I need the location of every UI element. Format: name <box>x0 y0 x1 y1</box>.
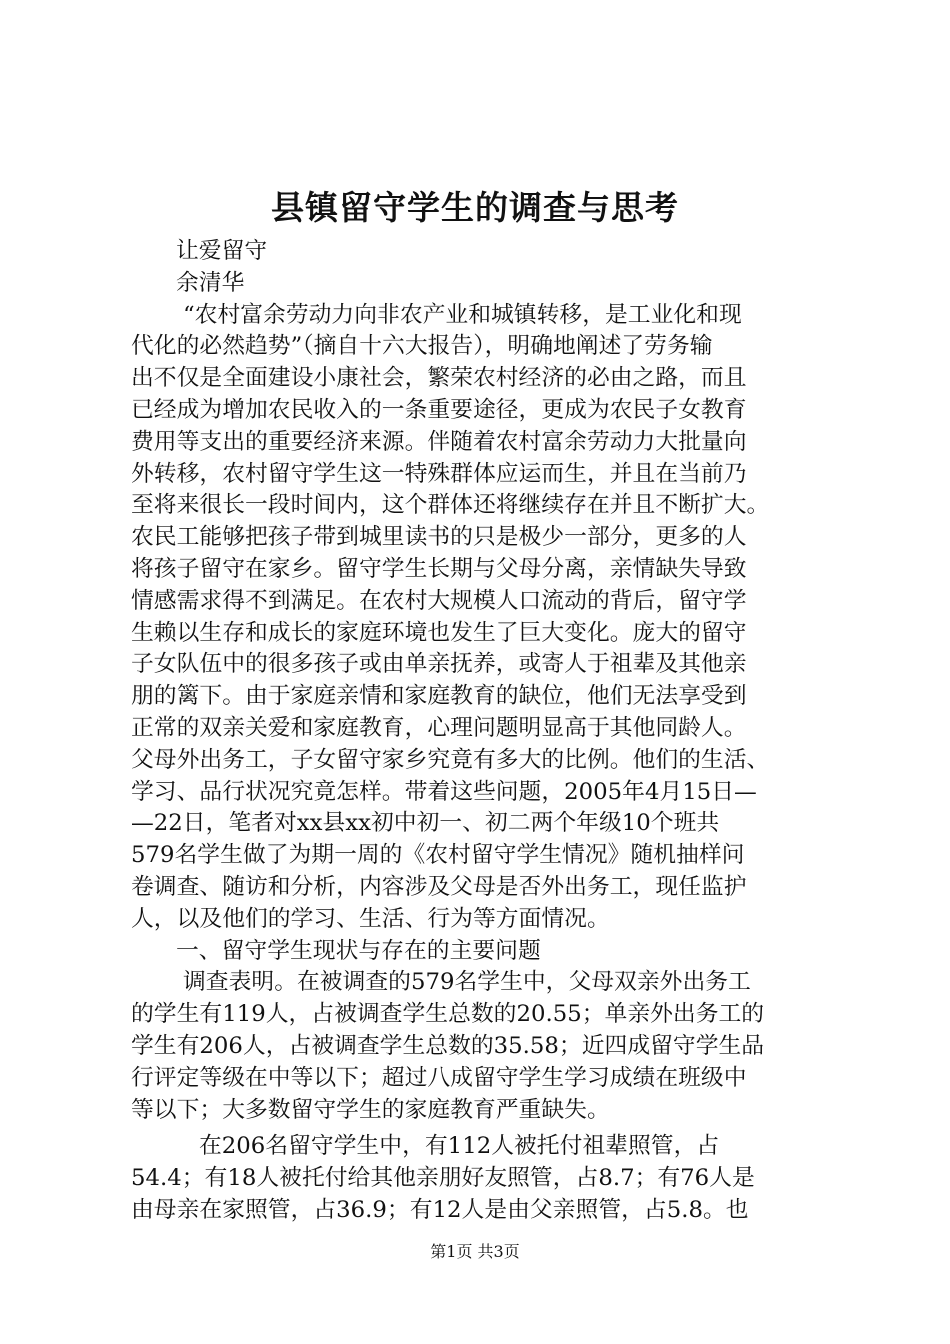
paragraph-line: 的学生有119人，占被调查学生总数的20.55；单亲外出务工的 <box>131 1001 765 1028</box>
paragraph-line: 父母外出务工，子女留守家乡究竟有多大的比例。他们的生活、 <box>131 746 770 773</box>
paragraph-line: 出不仅是全面建设小康社会，繁荣农村经济的必由之路，而且 <box>131 365 747 392</box>
paragraph-3 <box>131 1131 831 1226</box>
paragraph-line: 将孩子留守在家乡。留守学生长期与父母分离，亲情缺失导致 <box>131 555 747 582</box>
paragraph-line: 等以下；大多数留守学生的家庭教育严重缺失。 <box>131 1096 610 1123</box>
paragraph-line: —22日，笔者对xx县xx初中初一、初二两个年级10个班共 <box>131 810 720 837</box>
subtitle: 让爱留守 <box>176 238 268 264</box>
paragraph-line: 卷调查、随访和分析，内容涉及父母是否外出务工，现任监护 <box>131 873 747 900</box>
paragraph-line: 子女队伍中的很多孩子或由单亲抚养，或寄人于祖辈及其他亲 <box>131 651 747 678</box>
paragraph-2 <box>131 967 831 1126</box>
paragraph-line: 情感需求得不到满足。在农村大规模人口流动的背后，留守学 <box>131 587 747 614</box>
paragraph-line: 行评定等级在中等以下；超过八成留守学生学习成绩在班级中 <box>131 1064 747 1091</box>
paragraph-line: “农村富余劳动力向非农产业和城镇转移，是工业化和现 <box>183 301 742 328</box>
section-heading: 一、留守学生现状与存在的主要问题 <box>176 937 541 964</box>
paragraph-line: 在206名留守学生中，有112人被托付祖辈照管，占 <box>199 1133 720 1160</box>
paragraph-line: 正常的双亲关爱和家庭教育，心理问题明显高于其他同龄人。 <box>131 714 747 741</box>
document-body <box>131 236 831 1227</box>
paragraph-line: 学生有206人，占被调查学生总数的35.58；近四成留守学生品 <box>131 1032 765 1059</box>
paragraph-line: 农民工能够把孩子带到城里读书的只是极少一部分，更多的人 <box>131 524 747 551</box>
paragraph-line: 579名学生做了为期一周的《农村留守学生情况》随机抽样问 <box>131 842 745 869</box>
document-title: 县镇留守学生的调查与思考 <box>271 188 679 227</box>
paragraph-line: 费用等支出的重要经济来源。伴随着农村富余劳动力大批量向 <box>131 428 747 455</box>
paragraph-line: 生赖以生存和成长的家庭环境也发生了巨大变化。庞大的留守 <box>131 619 747 646</box>
paragraph-1 <box>131 300 831 936</box>
paragraph-line: 代化的必然趋势”（摘自十六大报告），明确地阐述了劳务输 <box>131 333 713 360</box>
paragraph-line: 外转移，农村留守学生这一特殊群体应运而生，并且在当前乃 <box>131 460 747 487</box>
paragraph-line: 学习、品行状况究竟怎样。带着这些问题，2005年4月15日— <box>131 778 757 805</box>
paragraph-line: 由母亲在家照管，占36.9；有12人是由父亲照管，占5.8。也 <box>131 1196 749 1223</box>
author: 余清华 <box>176 269 245 296</box>
paragraph-line: 54.4；有18人被托付给其他亲朋好友照管，占8.7；有76人是 <box>131 1165 755 1192</box>
page-footer: 第1页 共3页 <box>430 1242 520 1261</box>
paragraph-line: 已经成为增加农民收入的一条重要途径，更成为农民子女教育 <box>131 396 747 423</box>
paragraph-line: 至将来很长一段时间内，这个群体还将继续存在并且不断扩大。 <box>131 492 770 519</box>
paragraph-line: 朋的篱下。由于家庭亲情和家庭教育的缺位，他们无法享受到 <box>131 683 747 710</box>
paragraph-line: 调查表明。在被调查的579名学生中，父母双亲外出务工 <box>183 969 751 996</box>
paragraph-line: 人，以及他们的学习、生活、行为等方面情况。 <box>131 905 610 932</box>
